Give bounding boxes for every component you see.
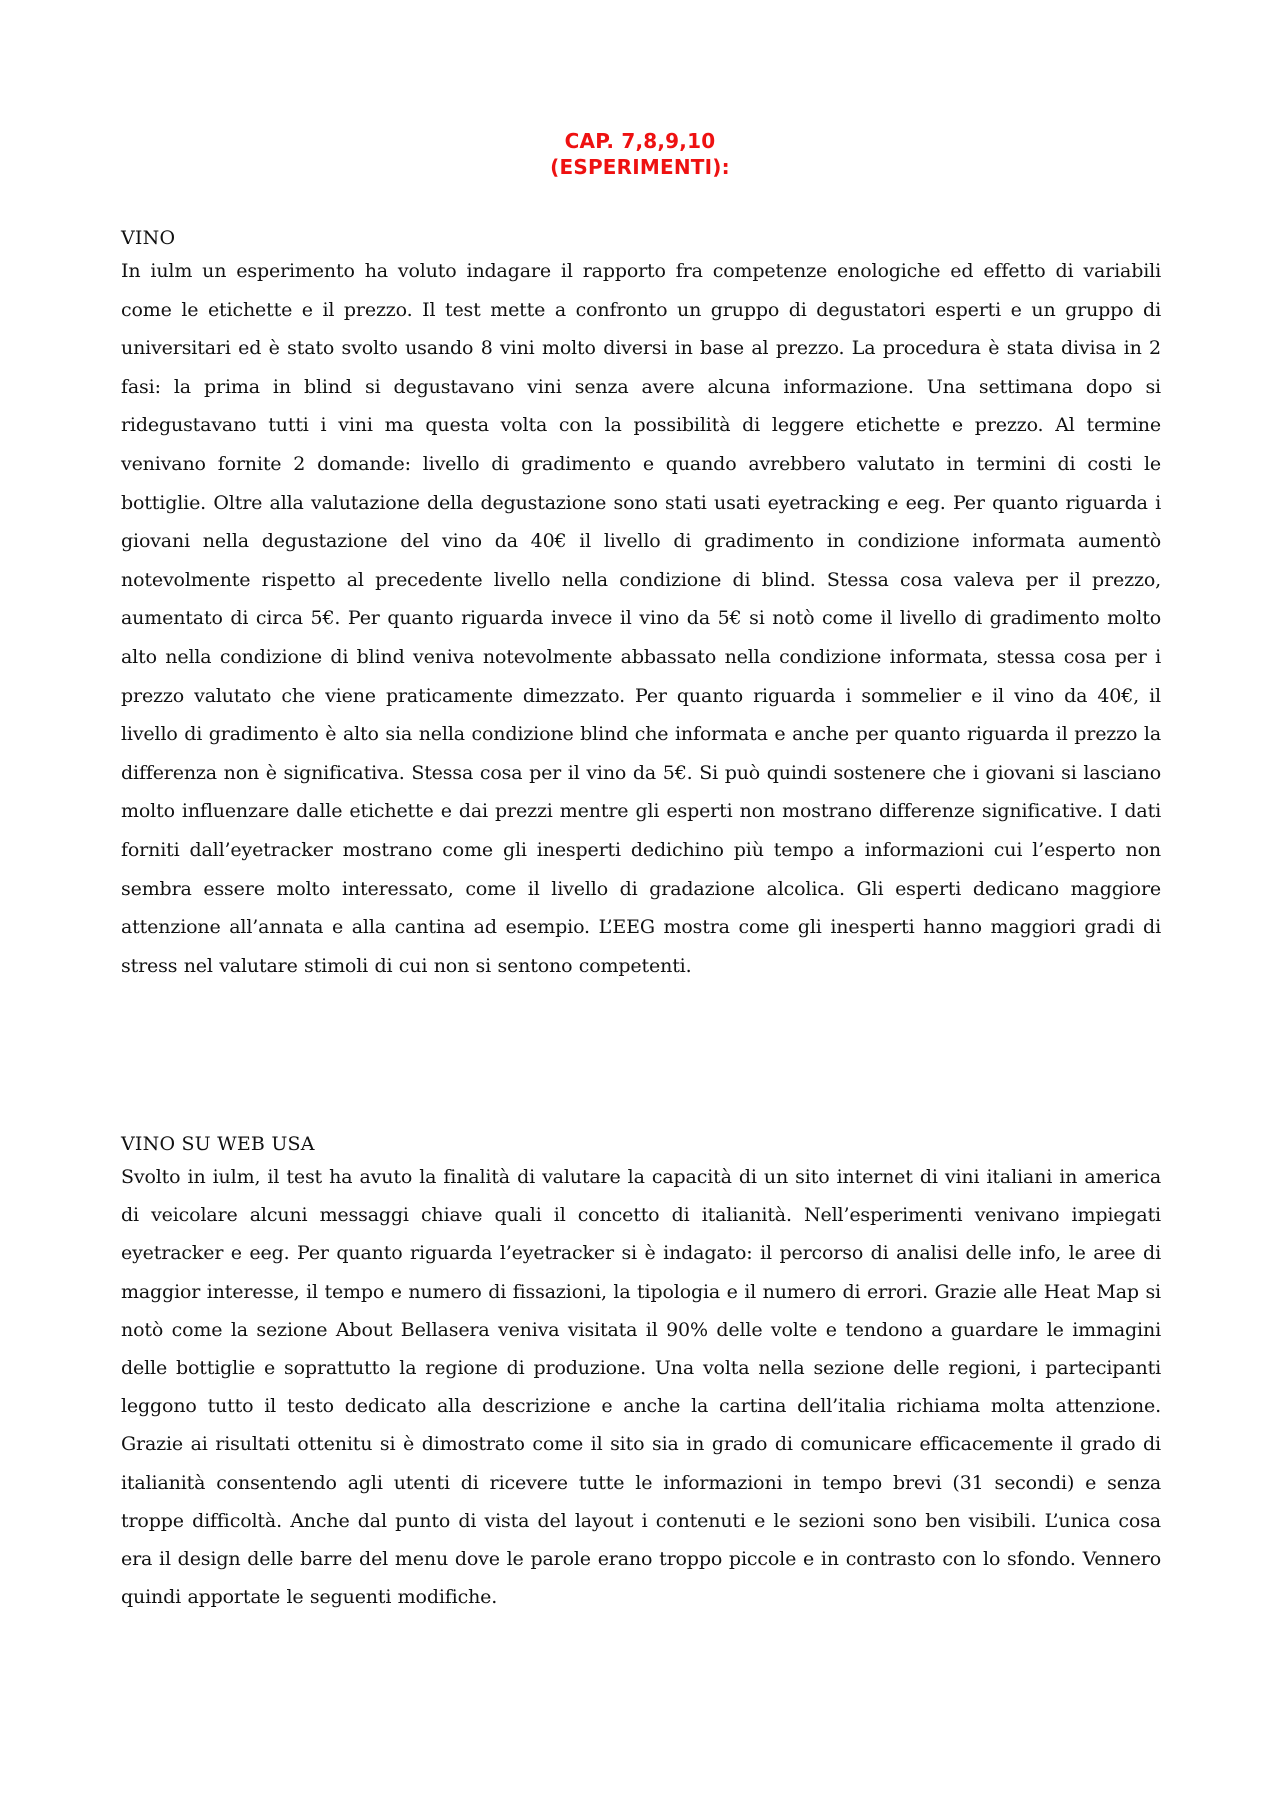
section-heading-vino: VINO [121, 227, 176, 249]
chapter-title-line-1: CAP. 7,8,9,10 [564, 129, 716, 153]
section-body-vino-su-web-usa: Svolto in iulm, il test ha avuto la finalità di valutare la capacità di un sito internet di vini italiani in america di veicolare alcuni messaggi chiave quali il concetto di italianità. Nell’esperimenti venivano impiegati eyetracker e eeg. Per quanto riguarda l’eyetracker si è indagato: il percorso di analisi delle info, le aree di maggior interesse, il tempo e numero di fissazioni, la tipologia e il numero di errori. Grazie alle Heat Map si notò come la sezione About Bellasera veniva visitata il 90% delle volte e tendono a guardare le immagini delle bottiglie e soprattutto la regione di produzione. Una volta nella sezione delle regioni, i partecipanti leggono tutto il testo dedicato alla descrizione e anche la cartina dell’italia richiama molta attenzione. Grazie ai risultati ottenitu si è dimostrato come il sito sia in grado di comunicare efficacemente il grado di italianità consentendo agli utenti di ricevere tutte le informazioni in tempo brevi (31 secondi) e senza troppe difficoltà. Anche dal punto di vista del layout i contenuti e le sezioni sono ben visibili. L’unica cosa era il design delle barre del menu dove le parole erano troppo piccole e in contrasto con lo sfondo. Vennero quindi apportate le seguenti modifiche. [121, 1166, 1161, 1609]
section-body-vino: In iulm un esperimento ha voluto indagare il rapporto fra competenze enologiche ed effetto di variabili come le etichette e il prezzo. Il test mette a confronto un gruppo di degustatori esperti e un gruppo di universitari ed è stato svolto usando 8 vini molto diversi in base al prezzo. La procedura è stata divisa in 2 fasi: la prima in blind si degustavano vini senza avere alcuna informazione. Una settimana dopo si ridegustavano tutti i vini ma questa volta con la possibilità di leggere etichette e prezzo. Al termine venivano fornite 2 domande: livello di gradimento e quando avrebbero valutato in termini di costi le bottiglie. Oltre alla valutazione della degustazione sono stati usati eyetracking e eeg. Per quanto riguarda i giovani nella degustazione del vino da 40€ il livello di gradimento in condizione informata aumentò notevolmente rispetto al precedente livello nella condizione di blind. Stessa cosa valeva per il prezzo, aumentato di circa 5€. Per quanto riguarda invece il vino da 5€ si notò come il livello di gradimento molto alto nella condizione di blind veniva notevolmente abbassato nella condizione informata, stessa cosa per i prezzo valutato che viene praticamente dimezzato. Per quanto riguarda i sommelier e il vino da 40€, il livello di gradimento è alto sia nella condizione blind che informata e anche per quanto riguarda il prezzo la differenza non è significativa. Stessa cosa per il vino da 5€. Si può quindi sostenere che i giovani si lasciano molto influenzare dalle etichette e dai prezzi mentre gli esperti non mostrano differenze significative. I dati forniti dall’eyetracker mostrano come gli inesperti dedichino più tempo a informazioni cui l’esperto non sembra essere molto interessato, come il livello di gradazione alcolica. Gli esperti dedicano maggiore attenzione all’annata e alla cantina ad esempio. L’EEG mostra come gli inesperti hanno maggiori gradi di stress nel valutare stimoli di cui non si sentono competenti. [121, 260, 1161, 977]
section-vino [121, 224, 1161, 985]
section-vino-su-web-usa [121, 1130, 1161, 1616]
chapter-title-line-2: (ESPERIMENTI): [550, 155, 730, 179]
section-heading-vino-su-web-usa: VINO SU WEB USA [121, 1133, 315, 1155]
chapter-title [0, 128, 1280, 180]
